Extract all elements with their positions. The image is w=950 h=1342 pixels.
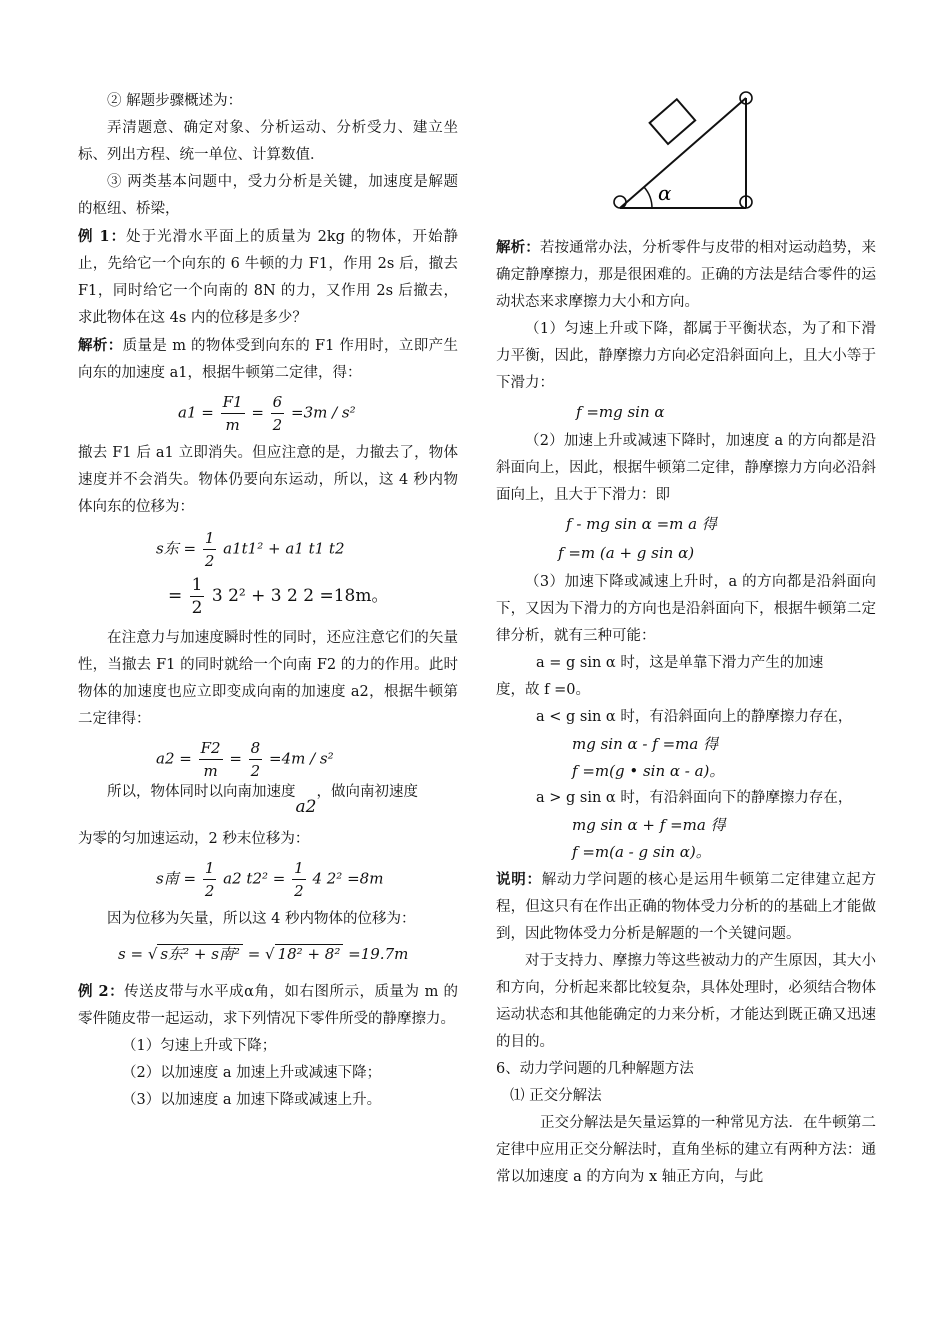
case-1: （1）匀速上升或下降，都属于平衡状态，为了和下滑力平衡，因此，静摩擦力方向必定沿斜面向上，且大小等于下滑力： <box>496 321 876 391</box>
solution-4b: 为零的匀加速运动，2 秒末位移为： <box>78 831 310 847</box>
solution-2: 撤去 F1 后 a1 立即消失。但应注意的是，力撤去了，物体速度并不会消失。物体仍要向东运动，所以，这 4 秒内物体向东的位移为： <box>78 445 458 515</box>
equation-a2: a2 = $\frac{F2}{m}$ = $\frac{8}{2}$ =4m / s² <box>156 739 334 780</box>
equation-case-1: f =mg sin α <box>576 403 665 421</box>
equation-s-south: s南 = $\frac{1}{2}$ a2 t2² = $\frac{1}{2}$ 4 2² =8m <box>156 859 384 900</box>
case-3-possibility-1: a = g sin α 时，这是单靠下滑力产生的加速 <box>536 655 824 671</box>
passive-force-paragraph: 对于支持力、摩擦力等这些被动力的产生原因，其大小和方向，分析起来都比较复杂，具体处理时，必须结合物体运动状态和其他能确定的力来分析，才能达到既正确又迅速的目的。 <box>496 953 876 1050</box>
step-heading: ② 解题步骤概述为： <box>107 93 243 109</box>
example-2-label: 例 2： <box>78 983 125 1000</box>
solution-3: 在注意力与加速度瞬时性的同时，还应注意它们的矢量性，当撤去 F1 的同时就给一个向南 F2 的力的作用。此时物体的加速度也应立即变成向南的加速度 a2，根据牛顿第二定律得： <box>78 630 458 727</box>
right-column <box>496 234 876 1191</box>
example-2-case-1: （1）匀速上升或下降； <box>122 1038 277 1054</box>
pulley-bottom-left <box>614 196 626 208</box>
equation-s-east-2: = $\frac{1}{2}$ 3 2² + 3 2 2 =18m。 <box>168 575 389 618</box>
solution-1: 解析：质量是 m 的物体受到向东的 F1 作用时，立即产生向东的加速度 a1，根据牛顿第二定律，得： <box>78 337 459 381</box>
equation-s-east-1: s东 = $\frac{1}{2}$ a1t1² + a1 t1 t2 <box>156 529 345 570</box>
example-1 <box>78 223 458 332</box>
equation-case-2b: f =m (a + g sin α) <box>558 544 695 562</box>
equation-possibility-3a: mg sin α + f =ma 得 <box>572 816 726 834</box>
left-column <box>78 88 458 1114</box>
orthogonal-paragraph: 正交分解法是矢量运算的一种常见方法．在牛顿第二定律中应用正交分解法时，直角坐标的建立有两种方法：通常以加速度 a 的方向为 x 轴正方向，与此 <box>496 1115 876 1185</box>
case-2: （2）加速上升或减速下降时，加速度 a 的方向都是沿斜面向上，因此，根据牛顿第二定律，静摩擦力方向必沿斜面向上，且大于下滑力：即 <box>496 433 876 503</box>
solution-2: 解析：若按通常办法，分析零件与皮带的相对运动趋势，来确定静摩擦力，那是很困难的。正确的方法是结合零件的运动状态来求摩擦力大小和方向。 <box>496 239 877 310</box>
note-label: 说明： <box>496 871 542 888</box>
example-1-text: 处于光滑水平面上的质量为 2kg 的物体，开始静止，先给它一个向东的 6 牛顿的力 F1，作用 2s 后，撤去 F1，同时给它一个向南的 8N 的力，又作用 2s 后撤去，求此物体在这 4s 内的位移是多少？ <box>78 229 459 326</box>
equation-possibility-3b: f =m(a - g sin α)。 <box>572 843 711 861</box>
equation-a1: a1 = $\frac{F1}{m}$ = $\frac{6}{2}$ =3m / s² <box>178 393 356 434</box>
case-3-possibility-1-cont: 度，故 f =0。 <box>496 682 590 698</box>
step-list: 弄清题意、确定对象、分析运动、分析受力、建立坐标、列出方程、统一单位、计算数值． <box>78 120 458 163</box>
case-3-possibility-3: a > g sin α 时，有沿斜面向下的静摩擦力存在， <box>536 790 853 806</box>
angle-label: α <box>658 181 672 205</box>
example-2-case-2: （2）以加速度 a 加速上升或减速下降； <box>122 1065 382 1081</box>
section-6-heading: 6、动力学问题的几种解题方法 <box>496 1061 694 1077</box>
block <box>650 99 696 144</box>
equation-case-2a: f - mg sin α =m a 得 <box>566 515 717 533</box>
equation-possibility-2b: f =m(g • sin α - a)。 <box>572 762 725 780</box>
solution-2-label: 解析： <box>496 239 540 256</box>
equation-total-displacement: s = √ s东² + s南² = √ 18² + 8² =19.7m <box>118 945 409 963</box>
key-point: ③ 两类基本问题中，受力分析是关键，加速度是解题的枢纽、桥梁， <box>78 174 458 217</box>
incline-conveyor-diagram <box>600 82 770 222</box>
note: 说明：解动力学问题的核心是运用牛顿第二定律建立起方程，但这只有在作出正确的物体受力分析的的基础上才能做到，因此物体受力分析是解题的一个关键问题。 <box>496 871 876 942</box>
example-1-label: 例 1： <box>78 228 127 245</box>
example-2-case-3: （3）以加速度 a 加速下降或减速上升。 <box>122 1092 382 1108</box>
solution-4a: 所以，物体同时以向南加速度a2，做向南初速度 <box>107 784 418 817</box>
solution-label: 解析： <box>78 337 123 354</box>
subsection-heading: ⑴ 正交分解法 <box>510 1088 602 1104</box>
example-2: 例 2：传送皮带与水平成α角，如右图所示，质量为 m 的零件随皮带一起运动，求下列情况下零件所受的静摩擦力。 <box>78 983 458 1027</box>
angle-arc <box>644 187 652 208</box>
solution-5: 因为位移为矢量，所以这 4 秒内物体的位移为： <box>107 911 416 927</box>
equation-possibility-2a: mg sin α - f =ma 得 <box>572 735 719 753</box>
case-3: （3）加速下降或减速上升时，a 的方向都是沿斜面向下，又因为下滑力的方向也是沿斜面向下，根据牛顿第二定律分析，就有三种可能： <box>496 574 876 644</box>
incline-line <box>620 98 746 208</box>
case-3-possibility-2: a < g sin α 时，有沿斜面向上的静摩擦力存在， <box>536 709 853 725</box>
